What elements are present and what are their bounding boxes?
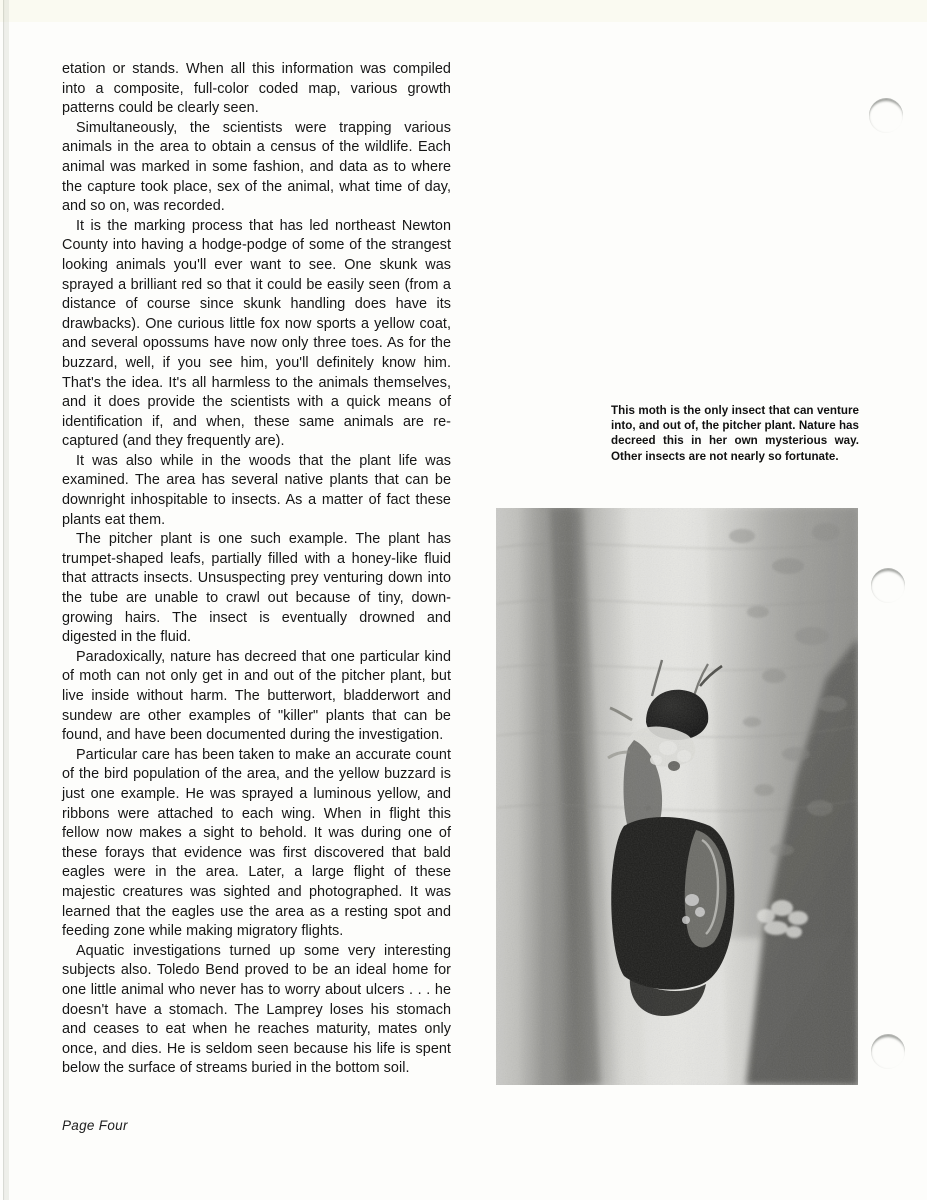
photo-artwork (496, 508, 858, 1085)
body-paragraph: Simultaneously, the scientists were trapping various animals in the area to obtain a census of the wildlife. Each animal was marked in some fashion, and data as to where the capture took place, sex of the animal, what time of day, and so on, was recorded. (62, 119, 451, 215)
body-paragraph: The pitcher plant is one such example. The plant has trumpet-shaped leafs, partially filled with a honey-like fluid that attracts insects. Unsuspecting prey venturing down into the tube are unable to crawl out because of tiny, down-growing hairs. The insect is eventually drowned and digested in the fluid. (62, 531, 451, 646)
binder-hole-bottom (871, 1034, 905, 1069)
binder-hole-middle (871, 568, 905, 603)
moth-photograph (496, 508, 858, 1085)
body-paragraph: Aquatic investigations turned up some very interesting subjects also. Toledo Bend proved to be an ideal home for one little animal who never has to worry about ulcers . . . he doesn't have a stomach. The Lamprey loses his stomach and ceases to eat when he reaches maturity, mates only once, and dies. He is seldom seen because his life is spent below the surface of streams buried in the bottom soil. (62, 942, 451, 1077)
body-paragraph: etation or stands. When all this information was compiled into a composite, full-color coded map, various growth patterns could be clearly seen. (62, 61, 451, 117)
body-text-column (62, 60, 451, 1079)
page-number: Page Four (62, 1118, 128, 1133)
page-edge-shadow-soft (5, 0, 9, 1200)
body-paragraph: It is the marking process that has led northeast Newton County into having a hodge-podge of some of the strangest looking animals you'll ever want to see. One skunk was sprayed a brilliant red so that it could be easily seen (from a distance of course since skunk handling does have its drawbacks). One curious little fox now sports a yellow coat, and several opossums have now only three toes. As for the buzzard, well, if you see him, you'll definitely know him. That's the idea. It's all harmless to the animals themselves, and it does provide the scientists with a quick means of identification if, and when, these same animals are re-captured (and they frequently are). (62, 217, 451, 450)
body-paragraph: Paradoxically, nature has decreed that one particular kind of moth can not only get in and out of the pitcher plant, but live inside without harm. The butterwort, bladderwort and sundew are other examples of "killer" plants that can be found, and have been documented during the investigation. (62, 648, 451, 744)
scan-top-edge (0, 0, 927, 22)
body-paragraph: Particular care has been taken to make an accurate count of the bird population of the area, and the yellow buzzard is just one example. He was sprayed a luminous yellow, and ribbons were attached to each wing. When in flight this fellow now makes a sight to behold. It was during one of these forays that evidence was first discovered that bald eagles were in the area. Later, a large flight of these majestic creatures was sighted and photographed. It was learned that the eagles use the area as a resting spot and feeding zone while making migratory flights. (62, 746, 451, 940)
figure-caption: This moth is the only insect that can venture into, and out of, the pitcher plant. Nature has decreed this in her own mysterious way. Other insects are not nearly so fortunate. (611, 404, 859, 463)
binder-hole-top (869, 98, 903, 133)
body-paragraph: It was also while in the woods that the plant life was examined. The area has several native plants that can be downright inhospitable to insects. As a matter of fact these plants eat them. (62, 452, 451, 528)
